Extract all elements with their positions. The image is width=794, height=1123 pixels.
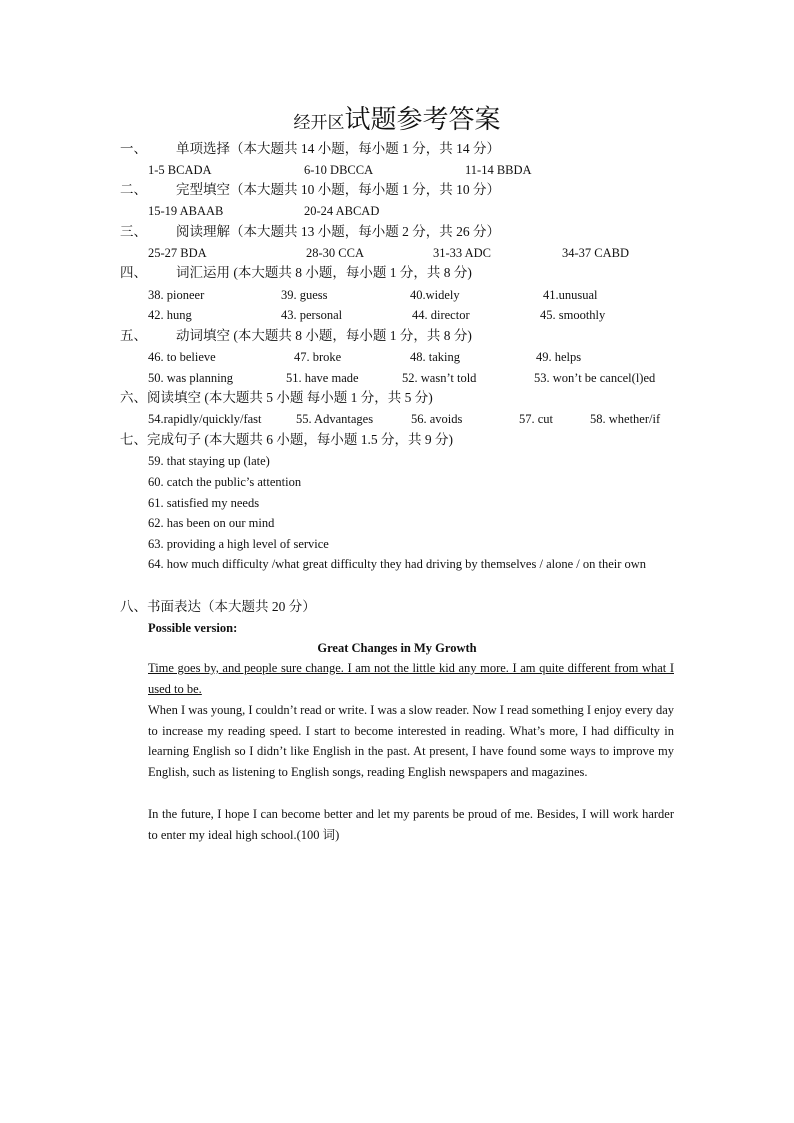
answer-38: 38. pioneer: [148, 288, 205, 302]
essay-version-label: Possible version:: [148, 621, 238, 635]
answer-46: 46. to believe: [148, 350, 216, 364]
answer-64: 64. how much difficulty /what great difficulty they had driving by themselves / alone / on their own: [148, 557, 647, 571]
answer-28-30: 28-30 CCA: [306, 246, 364, 260]
answer-47: 47. broke: [294, 350, 342, 364]
answer-31-33: 31-33 ADC: [433, 246, 491, 260]
title-prefix: 经开区: [293, 113, 345, 132]
section-heading-6: 六、阅读填空 (本大题共 5 小题 每小题 1 分，共 5 分): [120, 390, 433, 405]
answer-60: 60. catch the public’s attention: [148, 475, 302, 489]
answer-57: 57. cut: [519, 412, 554, 426]
answer-45: 45. smoothly: [540, 308, 606, 322]
answer-63: 63. providing a high level of service: [148, 537, 329, 551]
answer-62: 62. has been on our mind: [148, 516, 275, 530]
answer-11-14: 11-14 BBDA: [465, 163, 532, 177]
section-heading-2: 二、 完型填空（本大题共 10 小题，每小题 1 分，共 10 分）: [120, 182, 500, 197]
answer-6-10: 6-10 DBCCA: [304, 163, 374, 177]
essay-paragraph-3: In the future, I hope I can become better and let my parents be proud of me. Besides, I will work harder to enter my ideal high school.(100 词): [148, 807, 674, 842]
answer-40: 40.widely: [410, 288, 460, 302]
answer-20-24: 20-24 ABCAD: [304, 204, 380, 218]
answer-1-5: 1-5 BCADA: [148, 163, 212, 177]
answer-58: 58. whether/if: [590, 412, 661, 426]
essay-title: Great Changes in My Growth: [317, 641, 477, 655]
answer-15-19: 15-19 ABAAB: [148, 204, 224, 218]
page-title: [0, 104, 794, 139]
answer-49: 49. helps: [536, 350, 582, 364]
answer-25-27: 25-27 BDA: [148, 246, 207, 260]
section-heading-1: 一、 单项选择（本大题共 14 小题，每小题 1 分，共 14 分）: [120, 141, 500, 156]
answer-44: 44. director: [412, 308, 470, 322]
answer-34-37: 34-37 CABD: [562, 246, 630, 260]
section-heading-5: 五、 动词填空 (本大题共 8 小题，每小题 1 分，共 8 分): [120, 328, 472, 343]
answer-42: 42. hung: [148, 308, 192, 322]
answer-55: 55. Advantages: [296, 412, 374, 426]
essay-paragraph-1: Time goes by, and people sure change. I am not the little kid any more. I am quite different from what I used to be.: [148, 661, 674, 696]
section-heading-4: 四、 词汇运用 (本大题共 8 小题，每小题 1 分，共 8 分): [120, 265, 472, 280]
essay-paragraph-2: When I was young, I couldn’t read or write. I was a slow reader. Now I read something I enjoy every day to increase my reading speed. I start to become interested in reading. What’s more, I had difficulty in learning English so I didn’t like English in the past. At present, I have found some ways to improve my English, such as listening to English songs, reading English newspapers and magazines.: [148, 703, 674, 780]
title-main: 试题参考答案: [344, 105, 501, 134]
answer-59: 59. that staying up (late): [148, 454, 270, 468]
answer-48: 48. taking: [410, 350, 460, 364]
answer-51: 51. have made: [286, 371, 359, 385]
answer-50: 50. was planning: [148, 371, 234, 385]
section-heading-8: 八、书面表达（本大题共 20 分）: [120, 599, 316, 614]
answer-61: 61. satisfied my needs: [148, 496, 260, 510]
answer-43: 43. personal: [281, 308, 343, 322]
answer-53: 53. won’t be cancel(l)ed: [534, 371, 656, 385]
answer-54: 54.rapidly/quickly/fast: [148, 412, 262, 426]
answer-41: 41.unusual: [543, 288, 598, 302]
answer-56: 56. avoids: [411, 412, 463, 426]
section-heading-3: 三、 阅读理解（本大题共 13 小题，每小题 2 分，共 26 分）: [120, 224, 500, 239]
section-heading-7: 七、完成句子 (本大题共 6 小题，每小题 1.5 分，共 9 分): [120, 432, 453, 447]
answer-52: 52. wasn’t told: [402, 371, 477, 385]
answer-39: 39. guess: [281, 288, 328, 302]
